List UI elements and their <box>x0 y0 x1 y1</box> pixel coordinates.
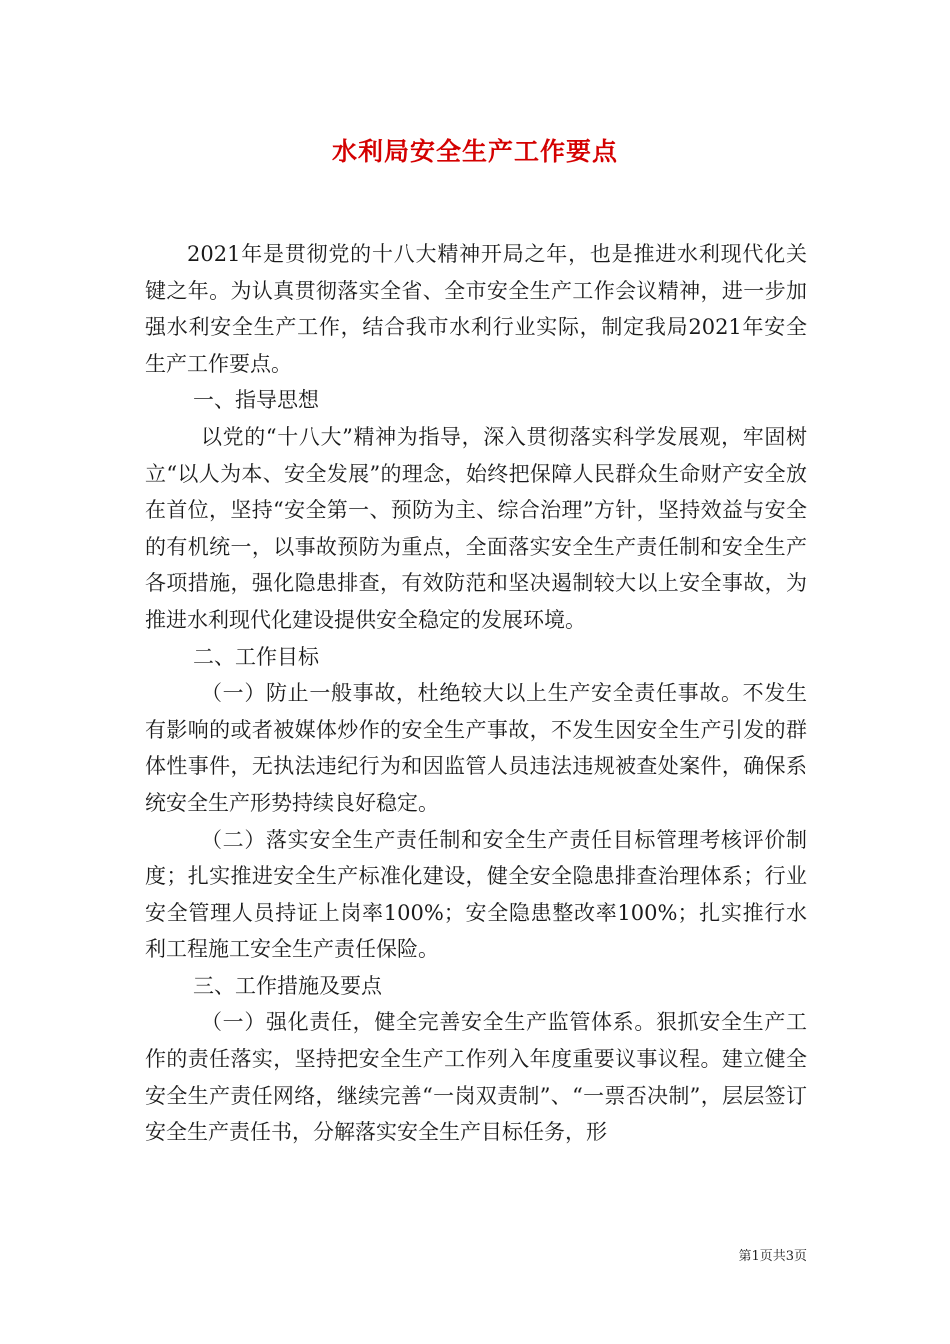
work-measures-item-1: （一）强化责任，健全完善安全生产监管体系。狠抓安全生产工作的责任落实，坚持把安全生产工作列入年度重要议事议程。建立健全安全生产责任网络，继续完善“一岗双责制”、“一票否决制”，层层签订安全生产责任书，分解落实安全生产目标任务，形 <box>145 1010 807 1145</box>
section-heading-guiding-ideology: 一、指导思想 <box>193 388 319 413</box>
document-title: 水利局安全生产工作要点 <box>331 137 618 166</box>
page-number: 第1页共3页 <box>738 1249 807 1264</box>
section-heading-work-measures: 三、工作措施及要点 <box>193 973 382 998</box>
work-goals-item-1: （一）防止一般事故，杜绝较大以上生产安全责任事故。不发生有影响的或者被媒体炒作的安全生产事故，不发生因安全生产引发的群体性事件，无执法违纪行为和因监管人员违法违规被查处案件，确保系统安全生产形势持续良好稳定。 <box>145 681 807 815</box>
work-goals-item-2: （二）落实安全生产责任制和安全生产责任目标管理考核评价制度；扎实推进安全生产标准化建设，健全安全隐患排查治理体系；行业安全管理人员持证上岗率100%；安全隐患整改率100%；扎实推行水利工程施工安全生产责任保险。 <box>145 827 807 962</box>
guiding-ideology-paragraph: 以党的“十八大”精神为指导，深入贯彻落实科学发展观，牢固树立“以人为本、安全发展”的理念，始终把保障人民群众生命财产安全放在首位，坚持“安全第一、预防为主、综合治理”方针，坚持效益与安全的有机统一，以事故预防为重点，全面落实安全生产责任制和安全生产各项措施，强化隐患排查，有效防范和坚决遏制较大以上安全事故，为推进水利现代化建设提供安全稳定的发展环境。 <box>145 424 807 632</box>
section-heading-work-goals: 二、工作目标 <box>193 644 319 669</box>
document-body <box>145 236 807 1151</box>
intro-paragraph: 2021年是贯彻党的十八大精神开局之年，也是推进水利现代化关键之年。为认真贯彻落实全省、全市安全生产工作会议精神，进一步加强水利安全生产工作，结合我市水利行业实际，制定我局2021年安全生产工作要点。 <box>145 242 807 376</box>
